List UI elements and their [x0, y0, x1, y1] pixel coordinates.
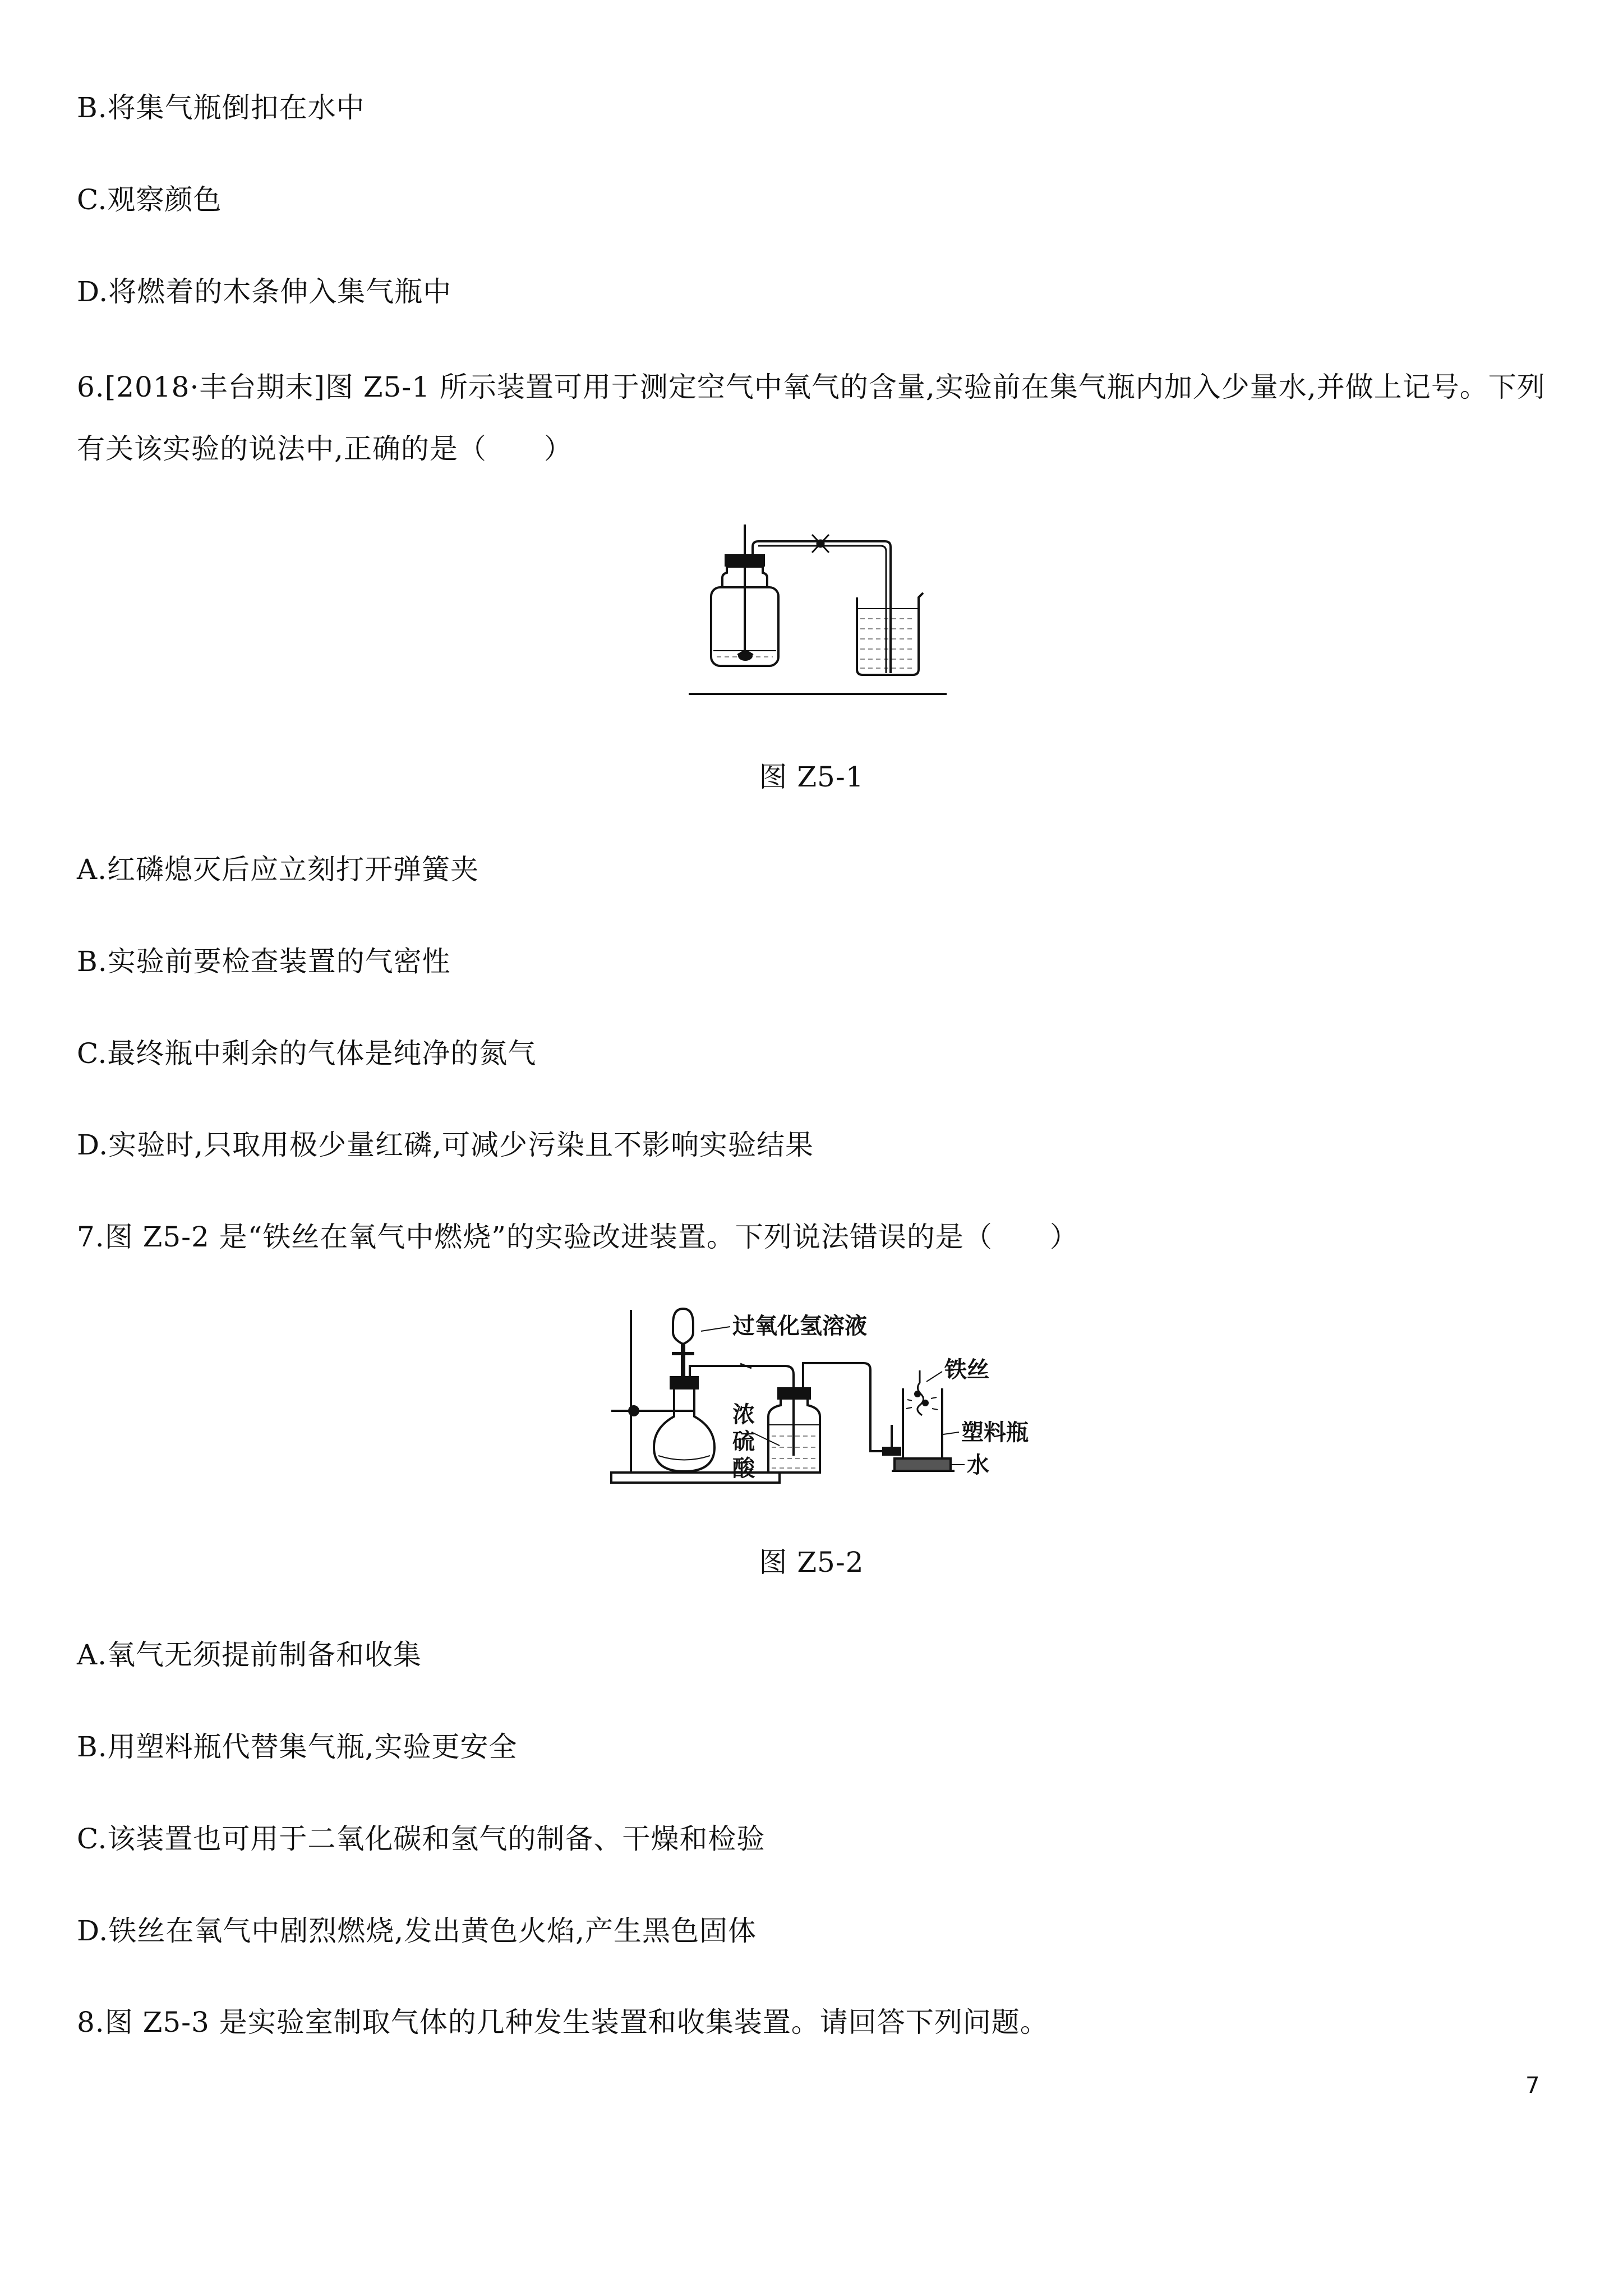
- q6-stem-line1: 6.[2018·丰台期末]图 Z5-1 所示装置可用于测定空气中氧气的含量,实验前在集气瓶内加入少量水,并做上记号。下列: [77, 371, 1546, 403]
- bottle-stopper: [726, 555, 764, 565]
- flask-stopper: [671, 1377, 698, 1388]
- label-acid-2: 硫: [732, 1429, 755, 1455]
- water-trough: [895, 1458, 951, 1471]
- red-phosphorus: [739, 652, 751, 660]
- round-bottom-flask: [654, 1388, 714, 1471]
- figure-z5-2-caption: 图 Z5-2: [759, 1546, 864, 1579]
- figure-z5-2: [600, 1304, 1038, 1495]
- label-iron-wire: 铁丝: [944, 1357, 989, 1383]
- q6-stem-line2: 有关该实验的说法中,正确的是（ ）: [77, 432, 573, 465]
- label-hydrogen-peroxide: 过氧化氢溶液: [732, 1313, 867, 1339]
- q5-option-d: D.将燃着的木条伸入集气瓶中: [77, 275, 452, 308]
- q5-option-c: C.观察颜色: [77, 183, 222, 216]
- label-acid-1: 浓: [732, 1402, 755, 1428]
- page-number: 7: [1525, 2073, 1540, 2099]
- q7-option-a: A.氧气无须提前制备和收集: [77, 1639, 422, 1671]
- iron-combustion-apparatus-diagram: [600, 1304, 1038, 1495]
- stand-clamp-boss: [629, 1406, 638, 1415]
- label-acid-3: 酸: [732, 1456, 755, 1481]
- oxygen-content-apparatus-diagram: [689, 524, 947, 704]
- connecting-tube: [753, 541, 891, 673]
- delivery-tube-2: [803, 1363, 892, 1451]
- q7-option-c: C.该装置也可用于二氧化碳和氢气的制备、干燥和检验: [77, 1823, 766, 1855]
- q5-option-b: B.将集气瓶倒扣在水中: [77, 91, 365, 124]
- plastic-bottle: [903, 1388, 942, 1458]
- wash-bottle-stopper: [778, 1388, 810, 1398]
- label-water: 水: [967, 1452, 989, 1478]
- figure-z5-1-caption: 图 Z5-1: [759, 761, 864, 793]
- q6-option-c: C.最终瓶中剩余的气体是纯净的氮气: [77, 1037, 537, 1070]
- label-plastic-bottle: 塑料瓶: [961, 1420, 1029, 1446]
- q6-option-a: A.红磷熄灭后应立刻打开弹簧夹: [77, 853, 479, 886]
- q6-option-b: B.实验前要检查装置的气密性: [77, 945, 451, 978]
- q7-stem: 7.图 Z5-2 是“铁丝在氧气中燃烧”的实验改进装置。下列说法错误的是（ ）: [77, 1221, 1078, 1253]
- spring-clip: [812, 535, 829, 553]
- q8-stem: 8.图 Z5-3 是实验室制取气体的几种发生装置和收集装置。请回答下列问题。: [77, 2006, 1049, 2039]
- q7-option-d: D.铁丝在氧气中剧烈燃烧,发出黄色火焰,产生黑色固体: [77, 1915, 757, 1947]
- q7-option-b: B.用塑料瓶代替集气瓶,实验更安全: [77, 1731, 518, 1763]
- figure-z5-1: [689, 524, 947, 704]
- q6-option-d: D.实验时,只取用极少量红磷,可减少污染且不影响实验结果: [77, 1129, 814, 1161]
